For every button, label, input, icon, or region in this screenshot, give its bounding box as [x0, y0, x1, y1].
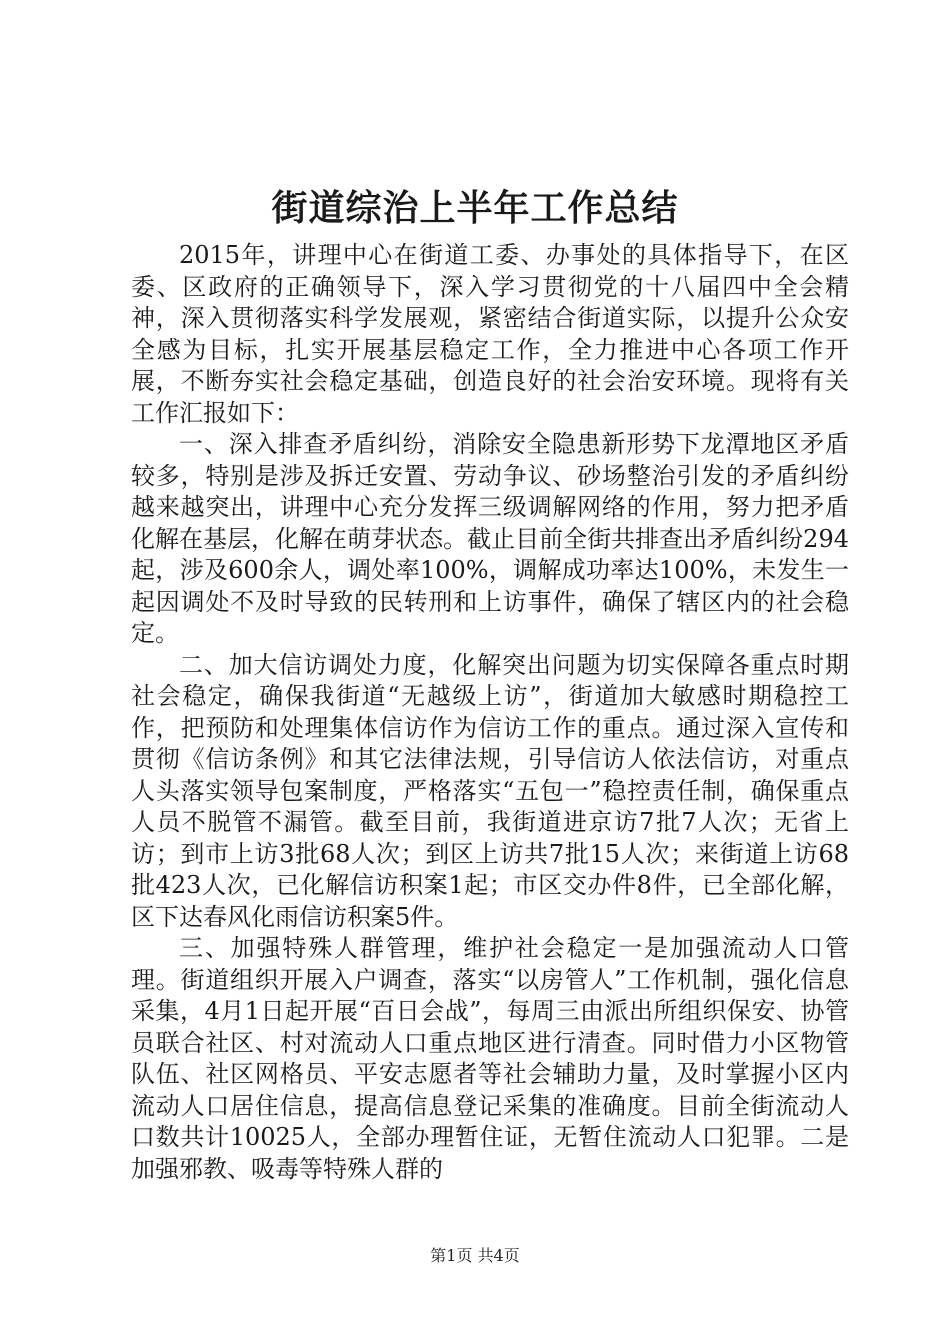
paragraph-section-1: 一、深入排查矛盾纠纷，消除安全隐患新形势下龙潭地区矛盾较多，特别是涉及拆迁安置、劳动争议、砂场整治引发的矛盾纠纷越来越突出，讲理中心充分发挥三级调解网络的作用，努力把矛盾化解在基层，化解在萌芽状态。截止目前全街共排查出矛盾纠纷294起，涉及600余人，调处率100%，调解成功率达100%，未发生一起因调处不及时导致的民转刑和上访事件，确保了辖区内的社会稳定。: [131, 430, 849, 647]
document-title: 街道综治上半年工作总结: [271, 187, 679, 229]
document-body: [131, 240, 849, 1185]
paragraph-section-3: 三、加强特殊人群管理，维护社会稳定一是加强流动人口管理。街道组织开展入户调查，落实“以房管人”工作机制，强化信息采集，4月1日起开展“百日会战”，每周三由派出所组织保安、协管员联合社区、村对流动人口重点地区进行清查。同时借力小区物管队伍、社区网格员、平安志愿者等社会辅助力量，及时掌握小区内流动人口居住信息，提高信息登记采集的准确度。目前全街流动人口数共计10025人，全部办理暂住证，无暂住流动人口犯罪。二是加强邪教、吸毒等特殊人群的: [131, 934, 849, 1183]
page-footer: 第1页 共4页: [430, 1246, 520, 1265]
paragraph-intro: 2015年，讲理中心在街道工委、办事处的具体指导下，在区委、区政府的正确领导下，深入学习贯彻党的十八届四中全会精神，深入贯彻落实科学发展观，紧密结合街道实际，以提升公众安全感为目标，扎实开展基层稳定工作，全力推进中心各项工作开展，不断夯实社会稳定基础，创造良好的社会治安环境。现将有关工作汇报如下：: [131, 241, 849, 427]
paragraph-section-2: 二、加大信访调处力度，化解突出问题为切实保障各重点时期社会稳定，确保我街道“无越级上访”，街道加大敏感时期稳控工作，把预防和处理集体信访作为信访工作的重点。通过深入宣传和贯彻《信访条例》和其它法律法规，引导信访人依法信访，对重点人头落实领导包案制度，严格落实“五包一”稳控责任制，确保重点人员不脱管不漏管。截至目前，我街道进京访7批7人次；无省上访；到市上访3批68人次；到区上访共7批15人次；来街道上访68批423人次，已化解信访积案1起；市区交办件8件，已全部化解，区下达春风化雨信访积案5件。: [131, 650, 849, 931]
